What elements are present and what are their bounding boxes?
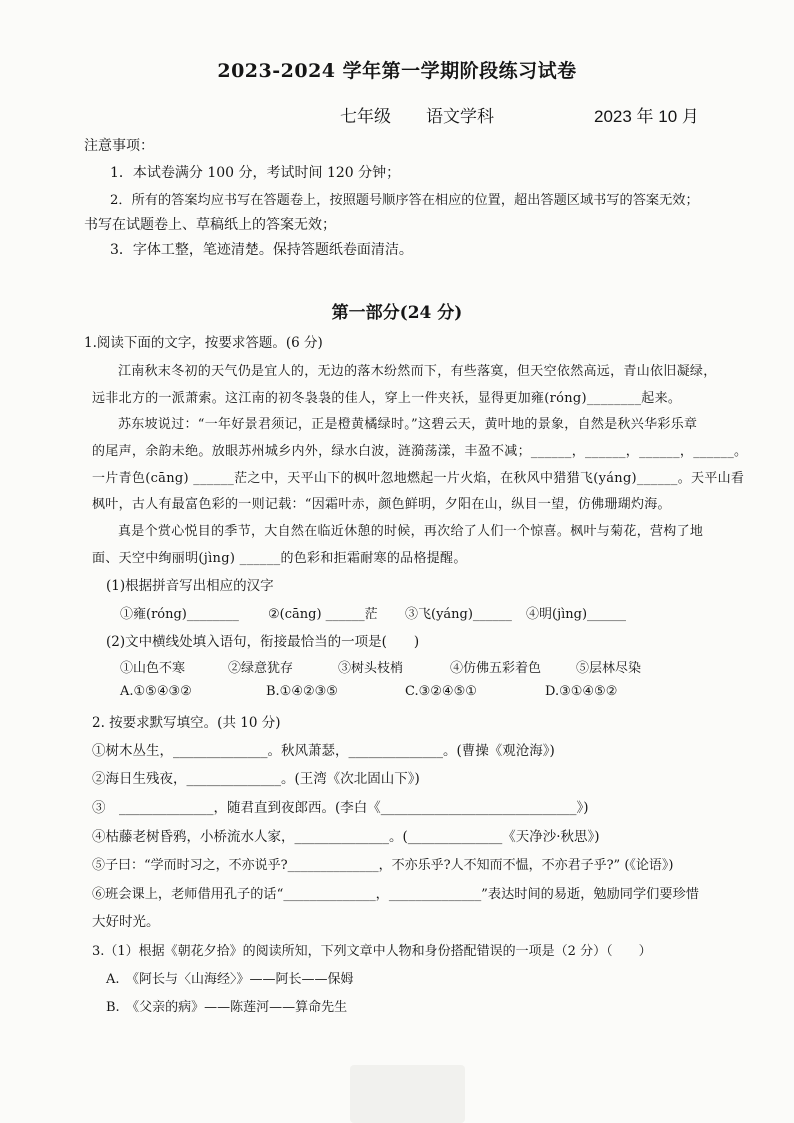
- q1-passage-line: 真是个赏心悦目的季节，大自然在临近休憩的时候，再次给了人们一个惊喜。枫叶与菊花，营构了地: [118, 524, 704, 539]
- q1-prompt: 1.阅读下面的文字，按要求答题。(6 分): [84, 335, 323, 351]
- q1-passage-line: 江南秋末冬初的天气仍是宜人的，无边的落木纷然而下，有些落寞，但天空依然高远，青山依旧凝绿，: [118, 364, 717, 379]
- q3-prompt: 3.（1）根据《朝花夕拾》的阅读所知，下列文章中人物和身份搭配错误的一项是（2 分）（ ）: [92, 944, 652, 959]
- q1-passage-line: 远非北方的一派萧索。这江南的初冬袅袅的佳人，穿上一件夹袄，显得更加雍(róng)________起来。: [92, 391, 682, 406]
- q1-option-d: D.③①④⑤②: [545, 684, 618, 699]
- q1-passage-line: 枫叶，古人有最富色彩的一则记载：“因霜叶赤，颜色鲜明，夕阳在山，纵目一望，仿佛珊瑚灼海。: [92, 497, 671, 512]
- q3-option-b: B. 《父亲的病》——陈莲河——算命先生: [106, 1000, 348, 1015]
- q1-option-a: A.①⑤④③②: [120, 684, 192, 699]
- q2-line-cont: 大好时光。: [92, 914, 160, 930]
- notice-item-2-cont: 书写在试题卷上、草稿纸上的答案无效；: [84, 217, 336, 233]
- q1-passage-line: 一片青色(cāng) ______茫之中，天平山下的枫叶忽地燃起一片火焰，在秋风中猎猎飞(yáng)______。天平山看: [92, 471, 745, 486]
- notice-heading: 注意事项：: [84, 138, 154, 154]
- q1-sub2-phrase: ③树头枝梢: [338, 661, 404, 676]
- section-title: 第一部分(24 分): [331, 303, 463, 323]
- q2-prompt: 2. 按要求默写填空。(共 10 分): [92, 715, 281, 731]
- q1-sub2-phrase: ②绿意犹存: [228, 661, 294, 676]
- q1-option-b: B.①④②③⑤: [266, 684, 338, 699]
- q1-sub2-phrase: ⑤层林尽染: [576, 661, 642, 676]
- q1-sub2-phrase: ④仿佛五彩着色: [450, 661, 542, 676]
- q1-sub1-item: ①雍(róng)________: [120, 607, 239, 622]
- q2-line: ②海日生残夜，______________。(王湾《次北固山下》): [92, 771, 420, 787]
- q3-option-a: A. 《阿长与〈山海经〉》——阿长——保姆: [106, 972, 354, 987]
- notice-item-2: 2．所有的答案均应书写在答题卷上，按照题号顺序答在相应的位置，超出答题区域书写的答案无效；: [110, 193, 699, 208]
- q1-option-c: C.③②④⑤①: [405, 684, 477, 699]
- notice-item-3: 3．字体工整，笔迹清楚。保持答题纸卷面清洁。: [110, 242, 413, 258]
- q1-sub2-prompt: (2)文中横线处填入语句，衔接最恰当的一项是( ): [106, 634, 420, 650]
- subject-label: 语文学科: [426, 107, 494, 127]
- exam-date: 2023 年 10 月: [594, 107, 699, 126]
- q2-line: ③ ______________，随君直到夜郎西。(李白《_____________________________》): [92, 800, 589, 816]
- q1-passage-line: 的尾声，余韵未绝。放眼苏州城乡内外，绿水白波，涟漪荡漾，丰盈不减；______，______，______，______。: [92, 444, 748, 459]
- q2-line: ⑤子曰：“学而时习之，不亦说乎?______________，不亦乐乎?人不知而不愠，不亦君子乎?” (《论语》): [92, 858, 674, 873]
- exam-title: 2023-2024 学年第一学期阶段练习试卷: [217, 60, 577, 82]
- q1-passage-line: 面、天空中绚丽明(jìng) ______的色彩和拒霜耐寒的品格提醒。: [92, 551, 467, 566]
- q1-passage-line: 苏东坡说过：“一年好景君须记，正是橙黄橘绿时。”这碧云天，黄叶地的景象，自然是秋兴华彩乐章: [118, 417, 698, 432]
- q1-sub2-phrase: ①山色不寒: [120, 661, 186, 676]
- q1-sub1-item: ②(cāng) ______茫: [268, 607, 378, 622]
- q2-line: ④枯藤老树昏鸦，小桥流水人家，______________。(______________《天净沙·秋思》): [92, 829, 600, 845]
- q1-sub1-item: ③飞(yáng)______: [405, 607, 512, 622]
- q2-line: ⑥班会课上，老师借用孔子的话“______________，______________”表达时间的易逝，勉励同学们要珍惜: [92, 887, 699, 902]
- scan-smudge: [350, 1065, 465, 1123]
- q1-sub1-item: ④明(jìng)______: [526, 607, 627, 622]
- q1-sub1-prompt: (1)根据拼音写出相应的汉字: [106, 578, 274, 594]
- notice-item-1: 1．本试卷满分 100 分，考试时间 120 分钟；: [110, 165, 401, 181]
- q2-line: ①树木丛生，______________。秋风萧瑟，______________。(曹操《观沧海》): [92, 743, 555, 759]
- grade-label: 七年级: [340, 107, 391, 127]
